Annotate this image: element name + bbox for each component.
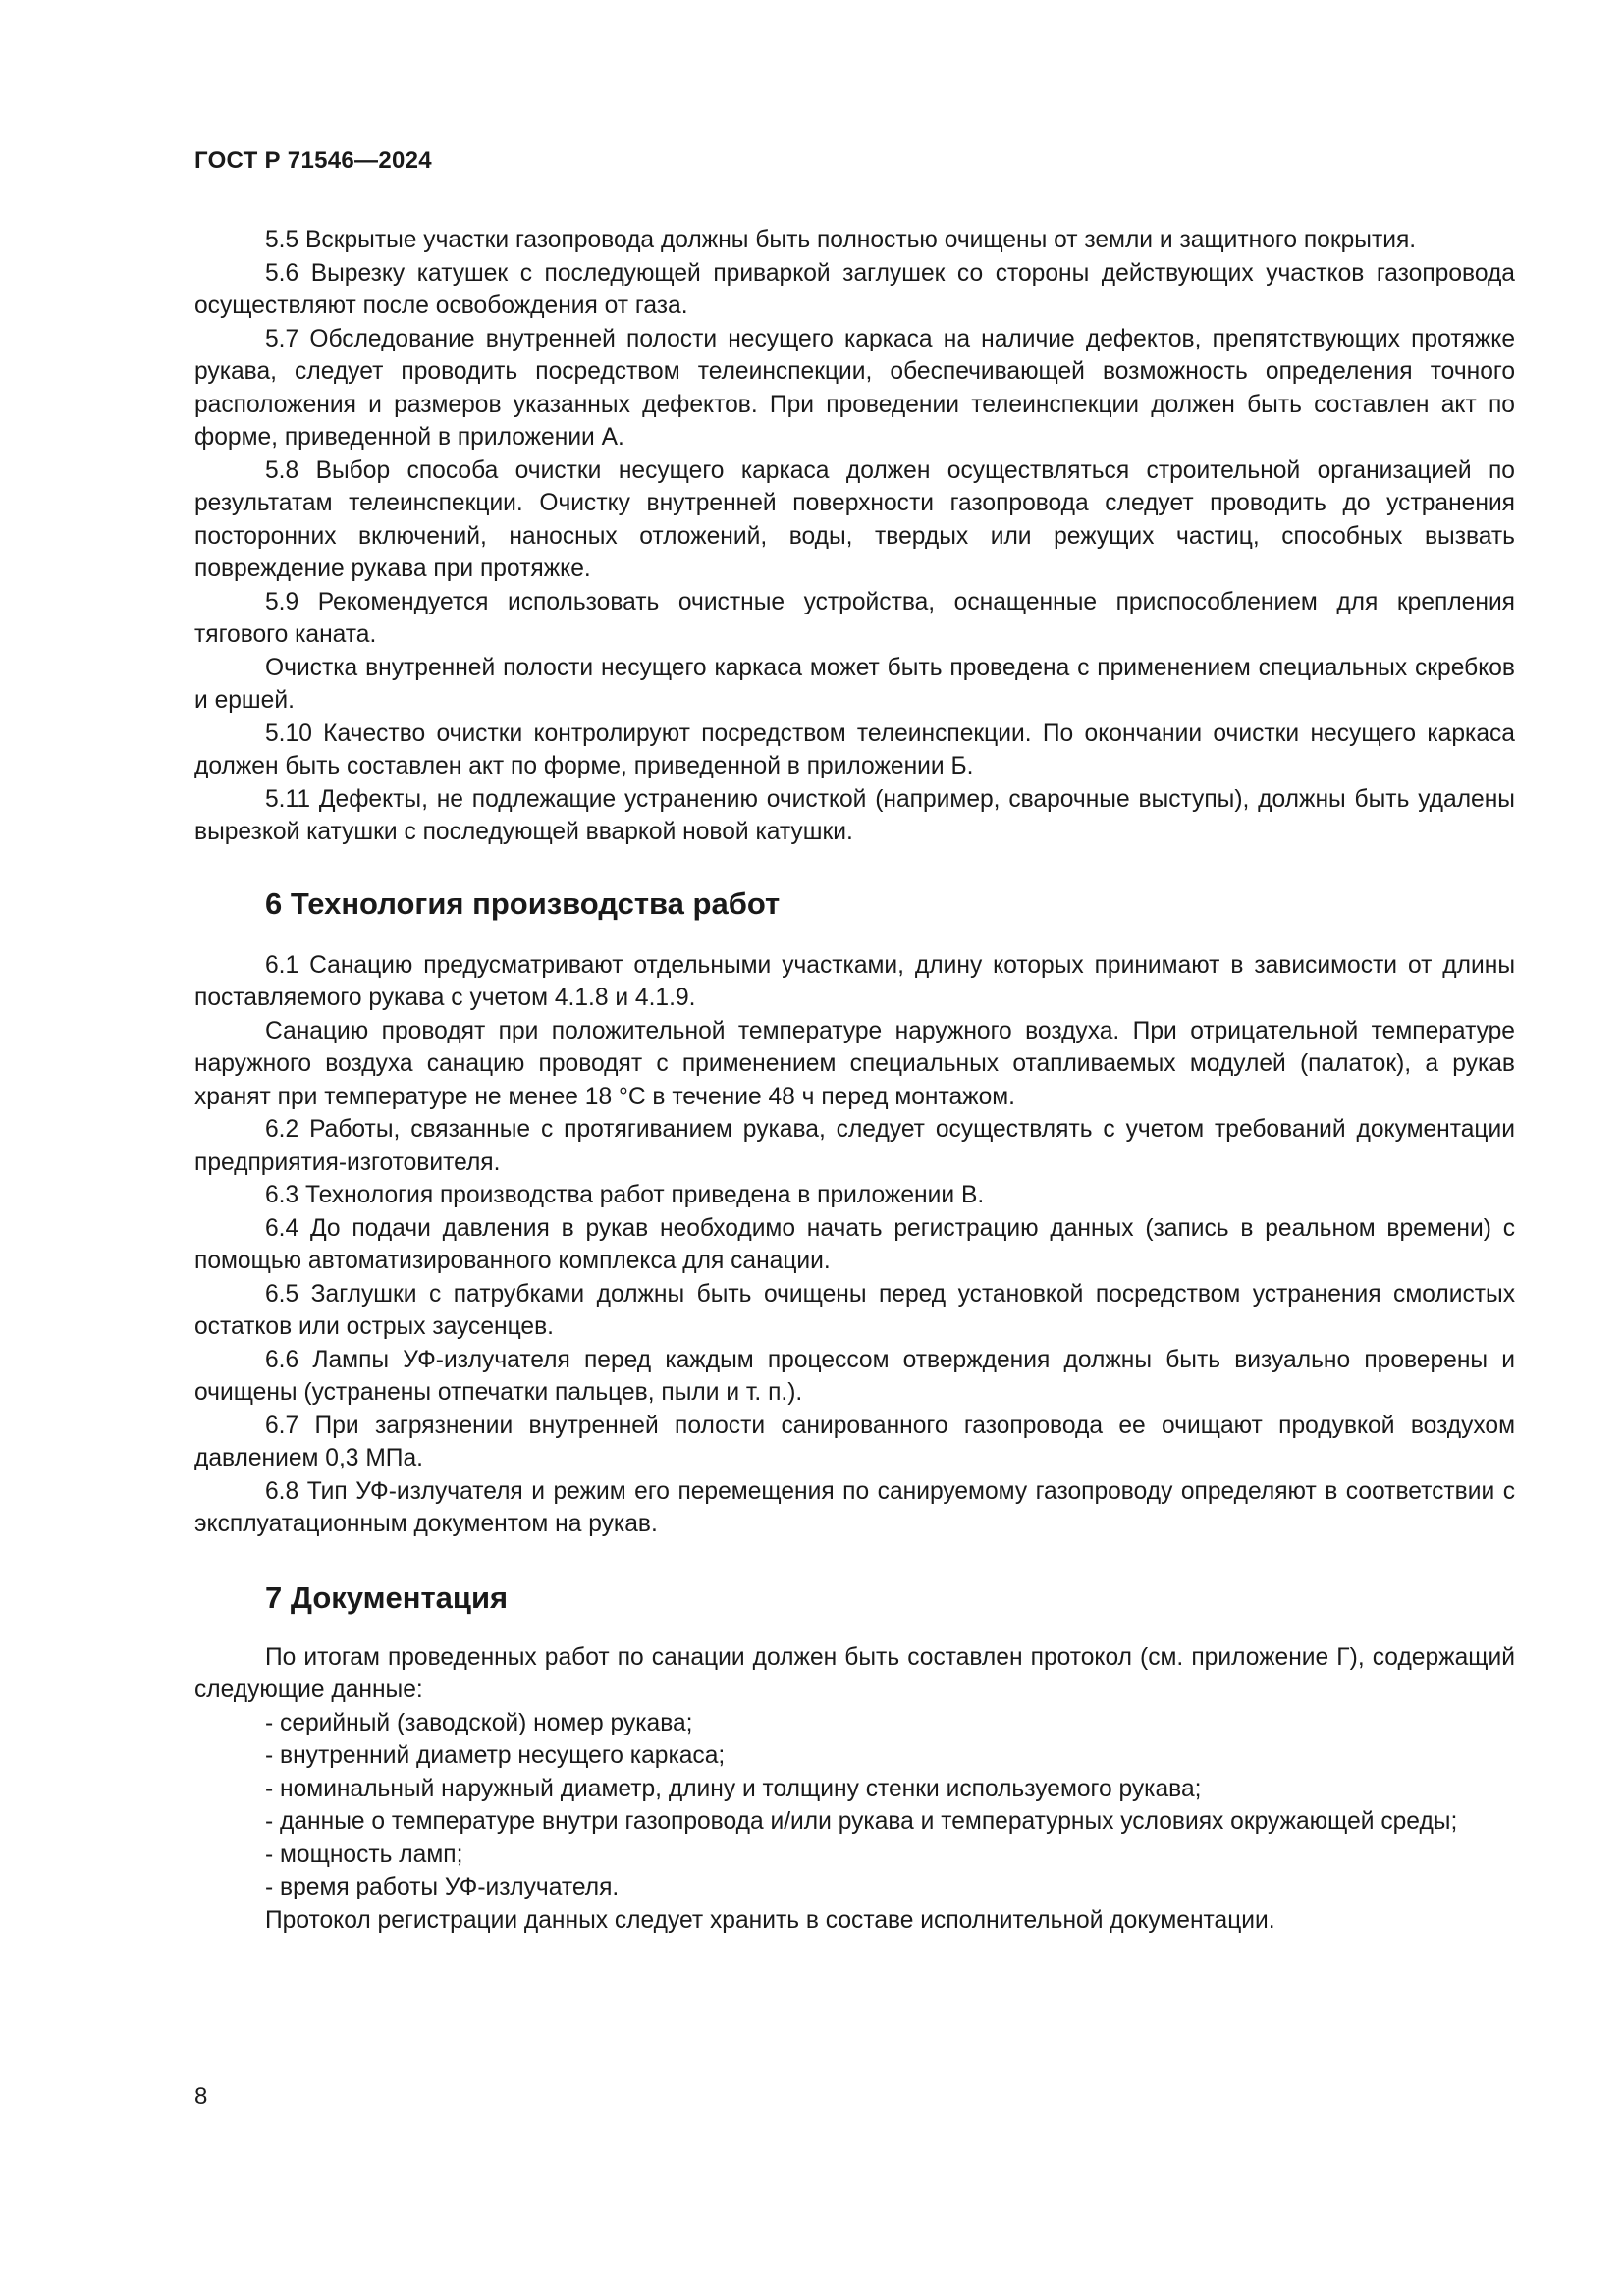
clause-5-11: 5.11 Дефекты, не подлежащие устранению очисткой (например, сварочные выступы), должны быть удалены вырезкой катушки с последующей вваркой новой катушки.: [194, 785, 1515, 845]
clause-5-9-note: Очистка внутренней полости несущего каркаса может быть проведена с применением специальных скребков и ершей.: [194, 654, 1515, 714]
clause-5-7: 5.7 Обследование внутренней полости несущего каркаса на наличие дефектов, препятствующих протяжке рукава, следует проводить посредством телеинспекции, обеспечивающей возможность определения точного расположения и размеров указанных дефектов. При проведении телеинспекции должен быть составлен акт по форме, приведенной в приложении А.: [194, 325, 1515, 451]
list-item: - серийный (заводской) номер рукава;: [265, 1709, 693, 1736]
list-item: - мощность ламп;: [265, 1841, 463, 1868]
clause-5-6: 5.6 Вырезку катушек с последующей приваркой заглушек со стороны действующих участков газопровода осуществляют после освобождения от газа.: [194, 259, 1515, 319]
clause-6-5: 6.5 Заглушки с патрубками должны быть очищены перед установкой посредством устранения смолистых остатков или острых заусенцев.: [194, 1280, 1515, 1340]
clause-6-2: 6.2 Работы, связанные с протягиванием рукава, следует осуществлять с учетом требований документации предприятия-изготовителя.: [194, 1116, 1515, 1176]
section-6-heading: 6 Технология производства работ: [265, 885, 781, 921]
clause-5-9: 5.9 Рекомендуется использовать очистные устройства, оснащенные приспособлением для крепления тягового каната.: [194, 588, 1515, 648]
clause-6-6: 6.6 Лампы УФ-излучателя перед каждым процессом отверждения должны быть визуально проверены и очищены (устранены отпечатки пальцев, пыли и т. п.).: [194, 1346, 1515, 1406]
clause-5-5: 5.5 Вскрытые участки газопровода должны быть полностью очищены от земли и защитного покрытия.: [265, 227, 1417, 253]
section-7-intro: По итогам проведенных работ по санации должен быть составлен протокол (см. приложение Г), содержащий следующие данные:: [194, 1643, 1515, 1703]
clause-5-10: 5.10 Качество очистки контролируют посредством телеинспекции. По окончании очистки несущего каркаса должен быть составлен акт по форме, приведенной в приложении Б.: [194, 720, 1515, 779]
page-number: 8: [194, 2083, 208, 2109]
clause-6-3: 6.3 Технология производства работ приведена в приложении В.: [265, 1182, 985, 1208]
document-code-header: ГОСТ Р 71546—2024: [194, 147, 432, 174]
clause-6-8: 6.8 Тип УФ-излучателя и режим его перемещения по санируемому газопроводу определяют в соответствии с эксплуатационным документом на рукав.: [194, 1477, 1515, 1537]
list-item: - номинальный наружный диаметр, длину и толщину стенки используемого рукава;: [265, 1775, 1202, 1802]
section-7-closing: Протокол регистрации данных следует хранить в составе исполнительной документации.: [265, 1906, 1275, 1934]
list-item: - время работы УФ-излучателя.: [265, 1874, 620, 1900]
clause-6-1: 6.1 Санацию предусматривают отдельными участками, длину которых принимают в зависимости от длины поставляемого рукава с учетом 4.1.8 и 4.1.9.: [194, 951, 1515, 1011]
section-7-heading: 7 Документация: [265, 1579, 509, 1615]
list-item: - данные о температуре внутри газопровода и/или рукава и температурных условиях окружающей среды;: [265, 1808, 1458, 1835]
clause-6-4: 6.4 До подачи давления в рукав необходимо начать регистрацию данных (запись в реальном времени) с помощью автоматизированного комплекса для санации.: [194, 1214, 1515, 1274]
clause-6-7: 6.7 При загрязнении внутренней полости санированного газопровода ее очищают продувкой воздухом давлением 0,3 МПа.: [194, 1412, 1515, 1471]
document-body: [194, 224, 1515, 1937]
list-item: - внутренний диаметр несущего каркаса;: [265, 1742, 726, 1769]
clause-6-1-note: Санацию проводят при положительной температуре наружного воздуха. При отрицательной температуре наружного воздуха санацию проводят с применением специальных отапливаемых модулей (палаток), а рукав хранят при температуре не менее 18 °С в течение 48 ч перед монтажом.: [194, 1017, 1515, 1110]
clause-5-8: 5.8 Выбор способа очистки несущего каркаса должен осуществляться строительной организацией по результатам телеинспекции. Очистку внутренней поверхности газопровода следует проводить до устранения посторонних включений, наносных отложений, воды, твердых или режущих частиц, способных вызвать повреждение рукава при протяжке.: [194, 456, 1515, 582]
